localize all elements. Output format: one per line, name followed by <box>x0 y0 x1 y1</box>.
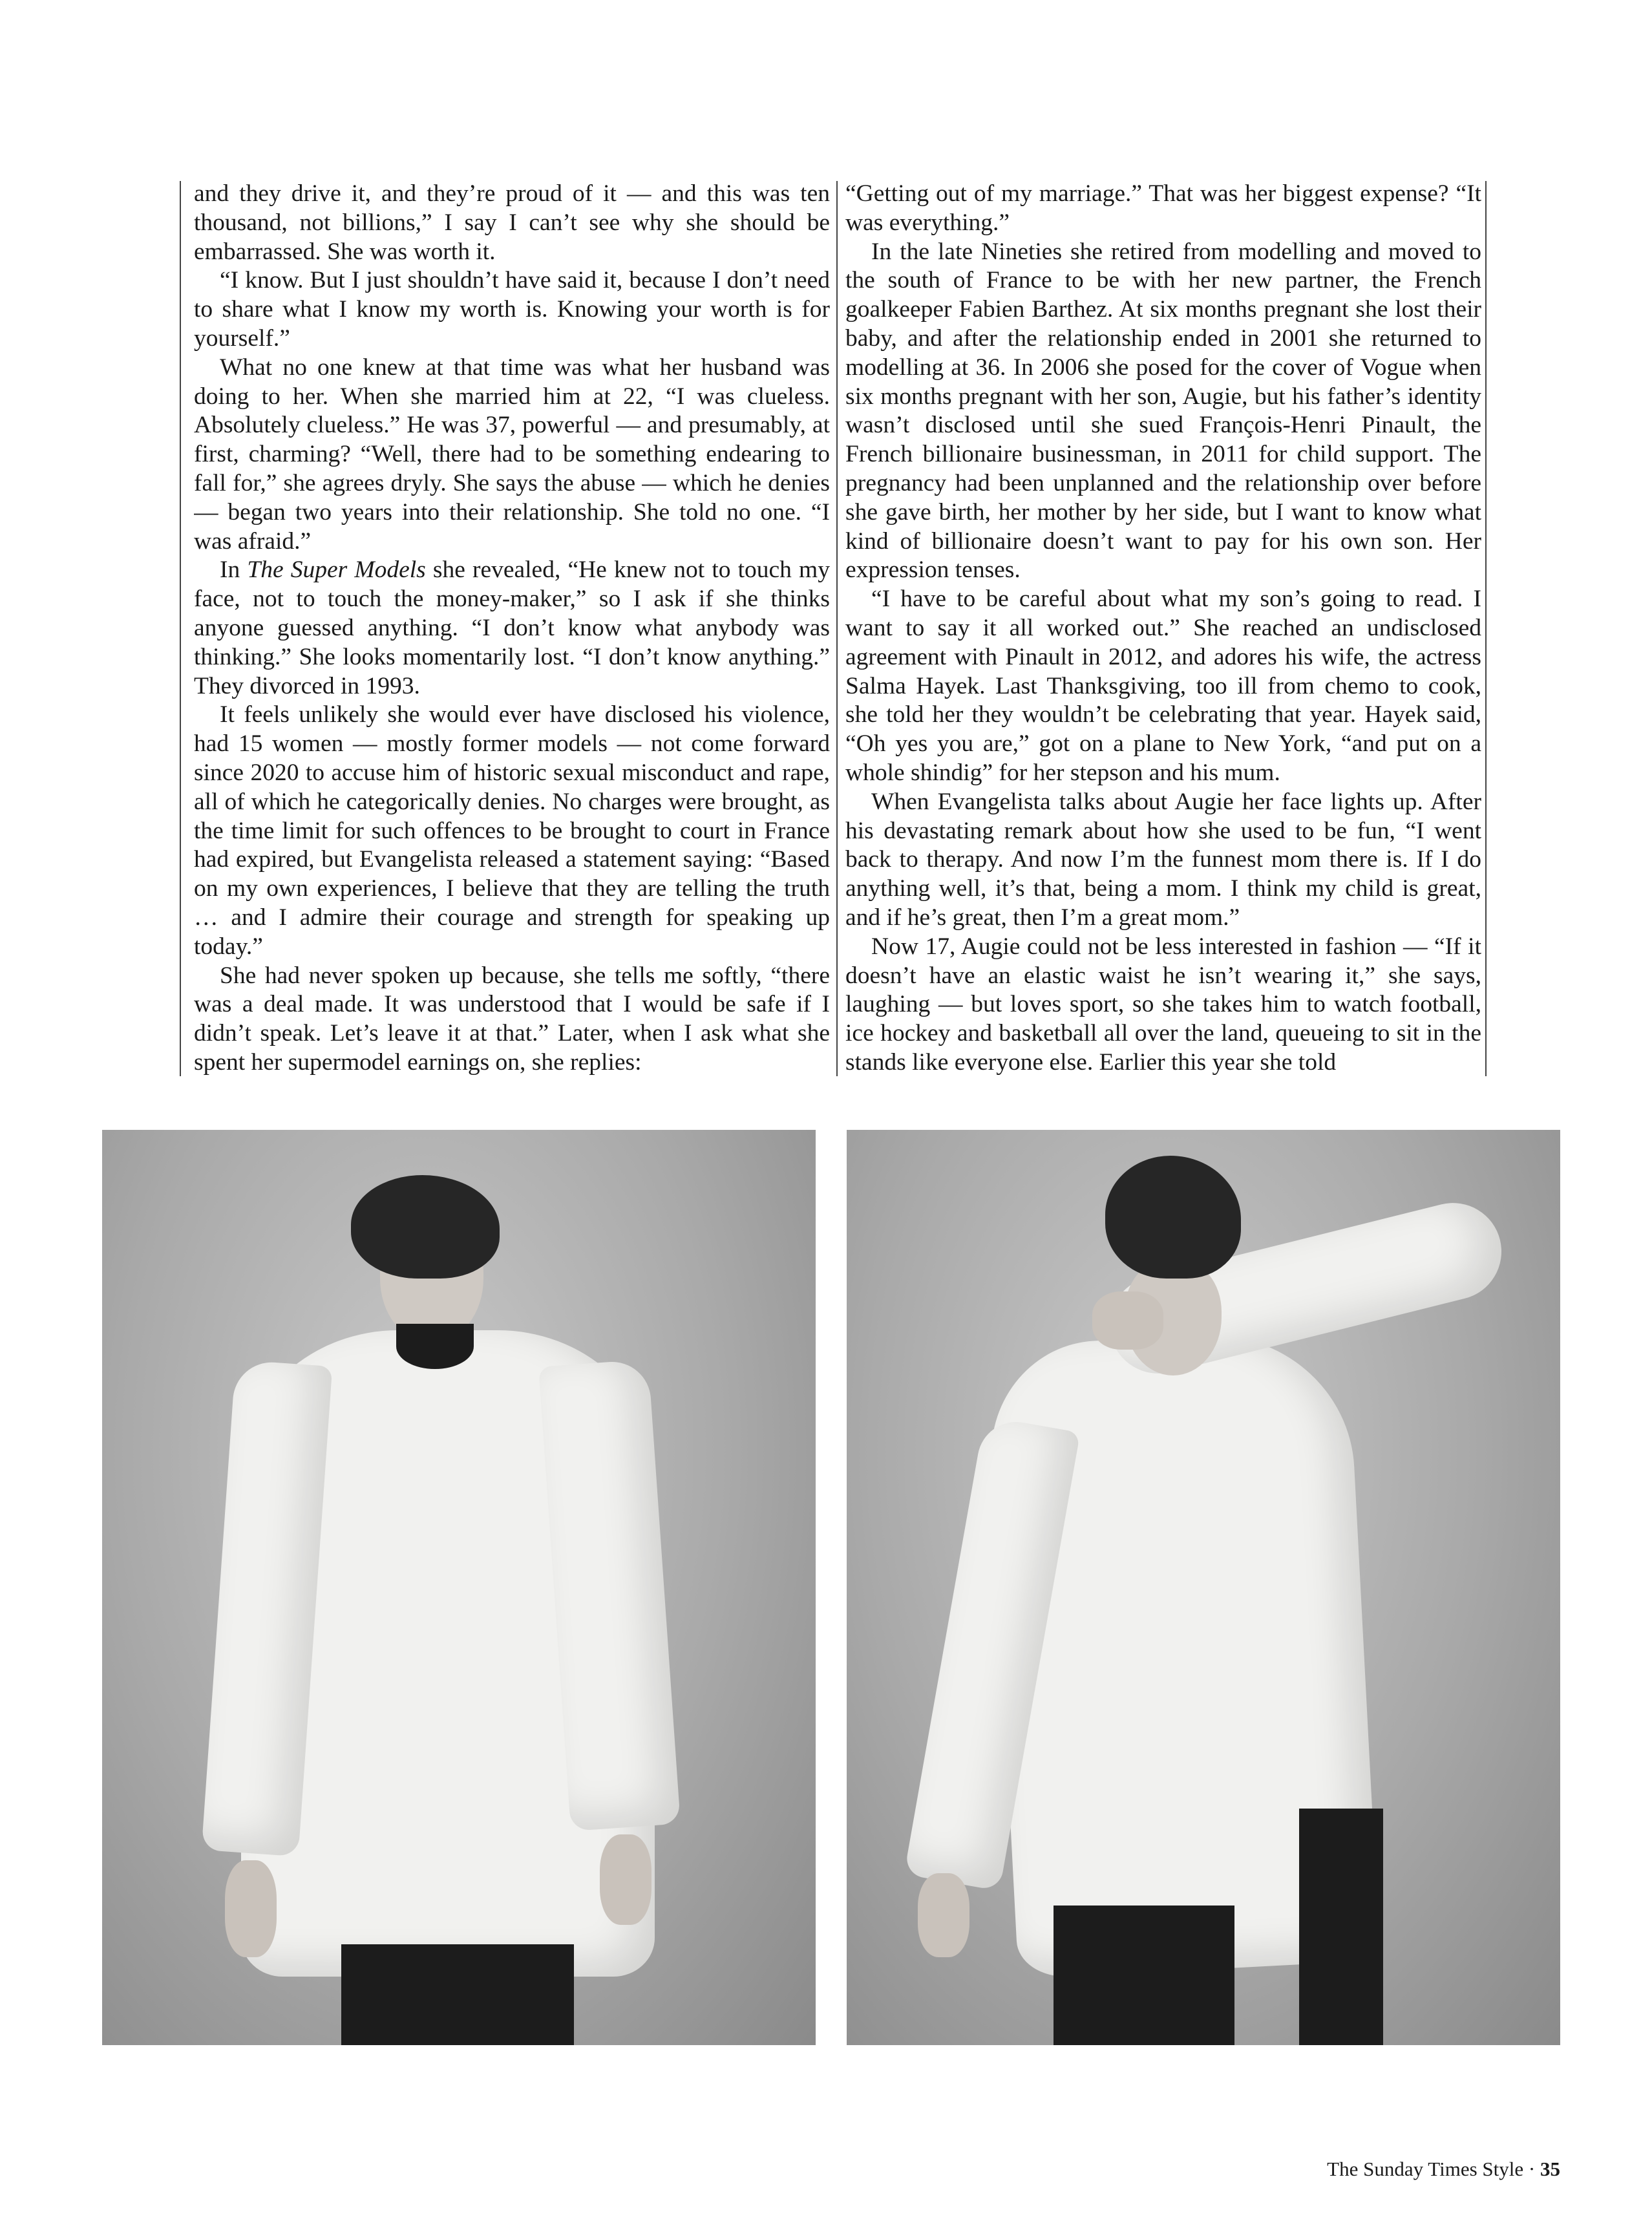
paragraph <box>194 556 830 701</box>
page-number: 35 <box>1540 2158 1560 2180</box>
column-rule-middle <box>836 181 838 1076</box>
trousers-right <box>1299 1809 1383 2045</box>
paragraph: What no one knew at that time was what her husband was doing to her. When she married him at 22, “I was clueless. Absolutely clueless.” He was 37, powerful — and presumably, at first, charming? “Well, there had to be something endearing to fall for,” she agrees dryly. She says the abuse — which he denies — began two years into their relationship. She told no one. “I was afraid.” <box>194 354 830 555</box>
paragraph: “Getting out of my marriage.” That was her biggest expense? “It was everything.” <box>845 180 1481 236</box>
hand-raised <box>1092 1291 1163 1350</box>
paragraph: When Evangelista talks about Augie her face lights up. After his devastating remark about how she used to be fun, “I went back to therapy. And now I’m the funnest mom there is. If I do anything well, it’s that, being a mom. I think my child is great, and if he’s great, then I’m a great mom.” <box>845 788 1481 931</box>
article-column-right <box>845 180 1481 1079</box>
page-footer <box>1327 2158 1560 2181</box>
column-rule-right <box>1485 181 1487 1076</box>
book-title: The Super Models <box>247 557 426 584</box>
paragraph-body: “He knew not to touch my face, not to touch the money-maker,” so I ask if she thinks anyone guessed anything. “I don’t know what anybody was thinking.” She looks momentarily lost. “I don’t know anything.” They divorced in 1993. <box>194 557 830 699</box>
paragraph: It feels unlikely she would ever have disclosed his violence, had 15 women — mostly former models — not come forward since 2020 to accuse him of historic sexual misconduct and rape, all of which he categorically denies. No charges were brought, as the time limit for such offences to be brought to court in France had expired, but Evangelista released a statement saying: “Based on my own experiences, I believe that they are telling the truth … and I admire their courage and strength for speaking up today.” <box>194 701 830 960</box>
publication-name: The Sunday Times Style <box>1327 2158 1524 2180</box>
paragraph: She had never spoken up because, she tells me softly, “there was a deal made. It was understood that I would be safe if I didn’t speak. Let’s leave it at that.” Later, when I ask what she spent her supermodel earnings on, she replies: <box>194 962 830 1076</box>
trousers <box>341 1944 574 2045</box>
paragraph: “I know. But I just shouldn’t have said it, because I don’t need to share what I know my worth is. Knowing your worth is for yourself.” <box>194 267 830 352</box>
paragraph: Now 17, Augie could not be less interested in fashion — “If it doesn’t have an elastic waist he isn’t wearing it,” she says, laughing — but loves sport, so she takes him to watch football, ice hockey and basketball all over the land, queueing to sit in the stands like everyone else. Earlier this year she told <box>845 933 1481 1076</box>
article-column-left <box>194 180 830 1079</box>
collar-shadow <box>396 1324 474 1369</box>
hand-lower <box>918 1873 969 1957</box>
footer-separator: · <box>1523 2158 1540 2180</box>
hair <box>1105 1156 1241 1279</box>
trousers <box>1054 1906 1234 2045</box>
paragraph: In the late Nineties she retired from modelling and moved to the south of France to be with her new partner, the French goalkeeper Fabien Barthez. At six months pregnant she lost their baby, and after the relationship ended in 2001 she returned to modelling at 36. In 2006 she posed for the cover of Vogue when six months pregnant with her son, Augie, but his father’s identity wasn’t disclosed until she sued François-Henri Pinault, the French billionaire businessman, in 2011 for child support. The pregnancy had been unplanned and the relationship over before she gave birth, her mother by her side, but I want to know what kind of billionaire doesn’t want to pay for his own son. Her expression tenses. <box>845 238 1481 584</box>
paragraph: “I have to be careful about what my son’s going to read. I want to say it all worked out.” She reached an undisclosed agreement with Pinault in 2012, and adores his wife, the actress Salma Hayek. Last Thanksgiving, too ill from chemo to cook, she told her they wouldn’t be celebrating that year. Hayek said, “Oh yes you are,” got on a plane to New York, “and put on a whole shindig” for her stepson and his mum. <box>845 586 1481 786</box>
photo-left <box>102 1130 816 2045</box>
paragraph-lead: In <box>220 557 248 584</box>
hand-left <box>225 1860 277 1957</box>
photo-right <box>847 1130 1560 2045</box>
paragraph-connector: she revealed, <box>425 557 568 584</box>
hair <box>351 1175 500 1279</box>
hand-right <box>600 1834 651 1925</box>
paragraph: and they drive it, and they’re proud of it — and this was ten thousand, not billions,” I say I can’t see why she should be embarrassed. She was worth it. <box>194 180 830 265</box>
column-rule-left <box>180 181 181 1076</box>
